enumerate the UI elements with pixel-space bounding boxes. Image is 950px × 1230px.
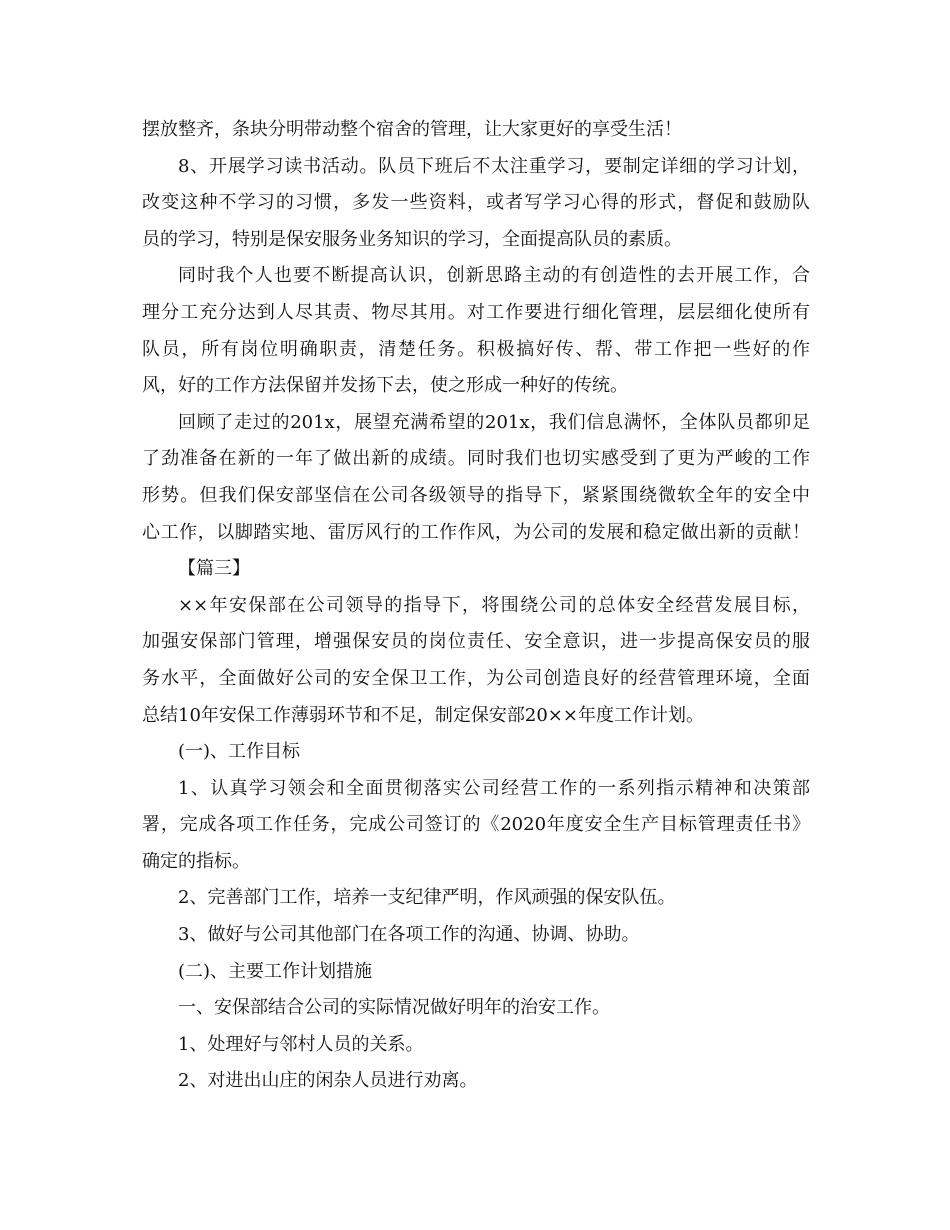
text-line: 8、开展学习读书活动。队员下班后不太注重学习，要制定详细的学习计划，: [178, 155, 810, 177]
section-heading: 【篇三】: [178, 558, 250, 580]
text-line: 务水平，全面做好公司的安全保卫工作，为公司创造良好的经营管理环境，全面: [142, 667, 810, 689]
text-line: 了劲准备在新的一年了做出新的成绩。同时我们也切实感受到了更为严峻的工作: [142, 448, 810, 470]
text-line: 1、处理好与邻村人员的关系。: [178, 1033, 424, 1055]
text-line: 一、安保部结合公司的实际情况做好明年的治安工作。: [178, 997, 610, 1019]
text-line: 改变这种不学习的习惯，多发一些资料，或者写学习心得的形式，督促和鼓励队: [142, 192, 810, 214]
text-line: 形势。但我们保安部坚信在公司各级领导的指导下，紧紧围绕微软全年的安全中: [142, 484, 810, 506]
subsection-heading: (一)、工作目标: [178, 741, 301, 763]
text-line: 回顾了走过的201x，展望充满希望的201x，我们信息满怀，全体队员都卯足: [178, 411, 810, 433]
text-line: 摆放整齐，条块分明带动整个宿舍的管理，让大家更好的享受生活！: [142, 119, 682, 140]
text-line: 2、完善部门工作，培养一支纪律严明，作风顽强的保安队伍。: [178, 887, 676, 909]
subsection-heading: (二)、主要工作计划措施: [178, 960, 373, 982]
text-line: 加强安保部门管理，增强保安员的岗位责任、安全意识，进一步提高保安员的服: [142, 631, 810, 653]
text-line: 1、认真学习领会和全面贯彻落实公司经营工作的一系列指示精神和决策部: [178, 777, 810, 799]
text-line: 队员，所有岗位明确职责，清楚任务。积极搞好传、帮、带工作把一些好的作: [142, 338, 810, 360]
text-line: 理分工充分达到人尽其责、物尽其用。对工作要进行细化管理，层层细化使所有: [142, 301, 810, 323]
document-body: [142, 112, 810, 1100]
text-line: 员的学习，特别是保安服务业务知识的学习，全面提高队员的素质。: [142, 228, 682, 250]
text-line: 2、对进出山庄的闲杂人员进行劝离。: [178, 1070, 478, 1092]
text-line: 心工作，以脚踏实地、雷厉风行的工作作风，为公司的发展和稳定做出新的贡献！: [142, 521, 810, 543]
text-line: ××年安保部在公司领导的指导下，将围绕公司的总体安全经营发展目标，: [178, 594, 810, 616]
text-line: 3、做好与公司其他部门在各项工作的沟通、协调、协助。: [178, 924, 640, 946]
text-line: 同时我个人也要不断提高认识，创新思路主动的有创造性的去开展工作，合: [178, 265, 810, 287]
text-line: 署，完成各项工作任务，完成公司签订的《2020年度安全生产目标管理责任书》: [142, 814, 810, 836]
text-line: 风，好的工作方法保留并发扬下去，使之形成一种好的传统。: [142, 375, 628, 397]
text-line: 确定的指标。: [142, 850, 250, 872]
text-line: 总结10年安保工作薄弱环节和不足，制定保安部20××年度工作计划。: [142, 704, 704, 726]
